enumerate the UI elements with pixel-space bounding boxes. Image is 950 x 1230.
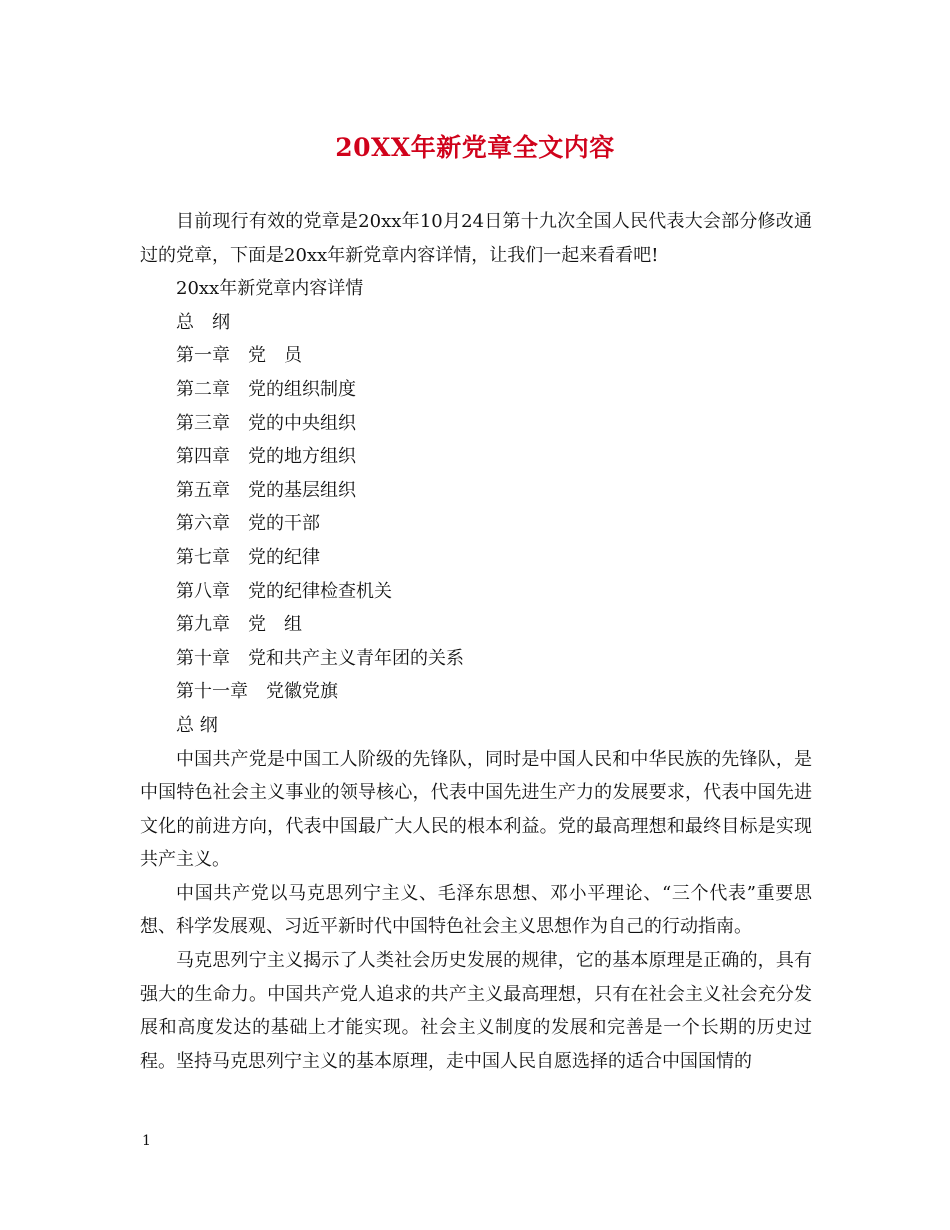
- toc-item-general-outline: 总 纲: [176, 311, 230, 333]
- toc-item-chapter-3: 第三章 党的中央组织: [176, 412, 356, 434]
- toc-item-chapter-6: 第六章 党的干部: [176, 513, 320, 535]
- toc-item-chapter-2: 第二章 党的组织制度: [176, 378, 356, 400]
- toc-heading: 20xx年新党章内容详情: [176, 278, 364, 300]
- page-number: 1: [142, 1133, 151, 1149]
- toc-item-chapter-7: 第七章 党的纪律: [176, 546, 320, 568]
- toc-item-chapter-5: 第五章 党的基层组织: [176, 479, 356, 501]
- toc-item-chapter-9: 第九章 党 组: [176, 614, 302, 636]
- toc-item-chapter-4: 第四章 党的地方组织: [176, 446, 356, 468]
- toc-item-chapter-11: 第十一章 党徽党旗: [176, 681, 338, 703]
- intro-paragraph: 目前现行有效的党章是20xx年10月24日第十九次全国人民代表大会部分修改通过的党章，下面是20xx年新党章内容详情，让我们一起来看看吧!: [140, 211, 812, 266]
- section-heading: 总 纲: [176, 714, 218, 736]
- body-paragraph: 中国共产党以马克思列宁主义、毛泽东思想、邓小平理论、“三个代表”重要思想、科学发展观、习近平新时代中国特色社会主义思想作为自己的行动指南。: [140, 882, 812, 938]
- document-title: 20XX年新党章全文内容: [335, 133, 615, 162]
- toc-item-chapter-1: 第一章 党 员: [176, 345, 302, 367]
- body-paragraph: 马克思列宁主义揭示了人类社会历史发展的规律，它的基本原理是正确的，具有强大的生命力。中国共产党人追求的共产主义最高理想，只有在社会主义社会充分发展和高度发达的基础上才能实现。社会主义制度的发展和完善是一个长期的历史过程。坚持马克思列宁主义的基本原理，走中国人民自愿选择的适合中国国情的: [140, 950, 812, 1072]
- body-paragraph: 中国共产党是中国工人阶级的先锋队，同时是中国人民和中华民族的先锋队，是中国特色社会主义事业的领导核心，代表中国先进生产力的发展要求，代表中国先进文化的前进方向，代表中国最广大人民的根本利益。党的最高理想和最终目标是实现共产主义。: [140, 748, 812, 871]
- document-body: [140, 205, 812, 1078]
- toc-item-chapter-10: 第十章 党和共产主义青年团的关系: [176, 647, 464, 669]
- toc-item-chapter-8: 第八章 党的纪律检查机关: [176, 580, 392, 602]
